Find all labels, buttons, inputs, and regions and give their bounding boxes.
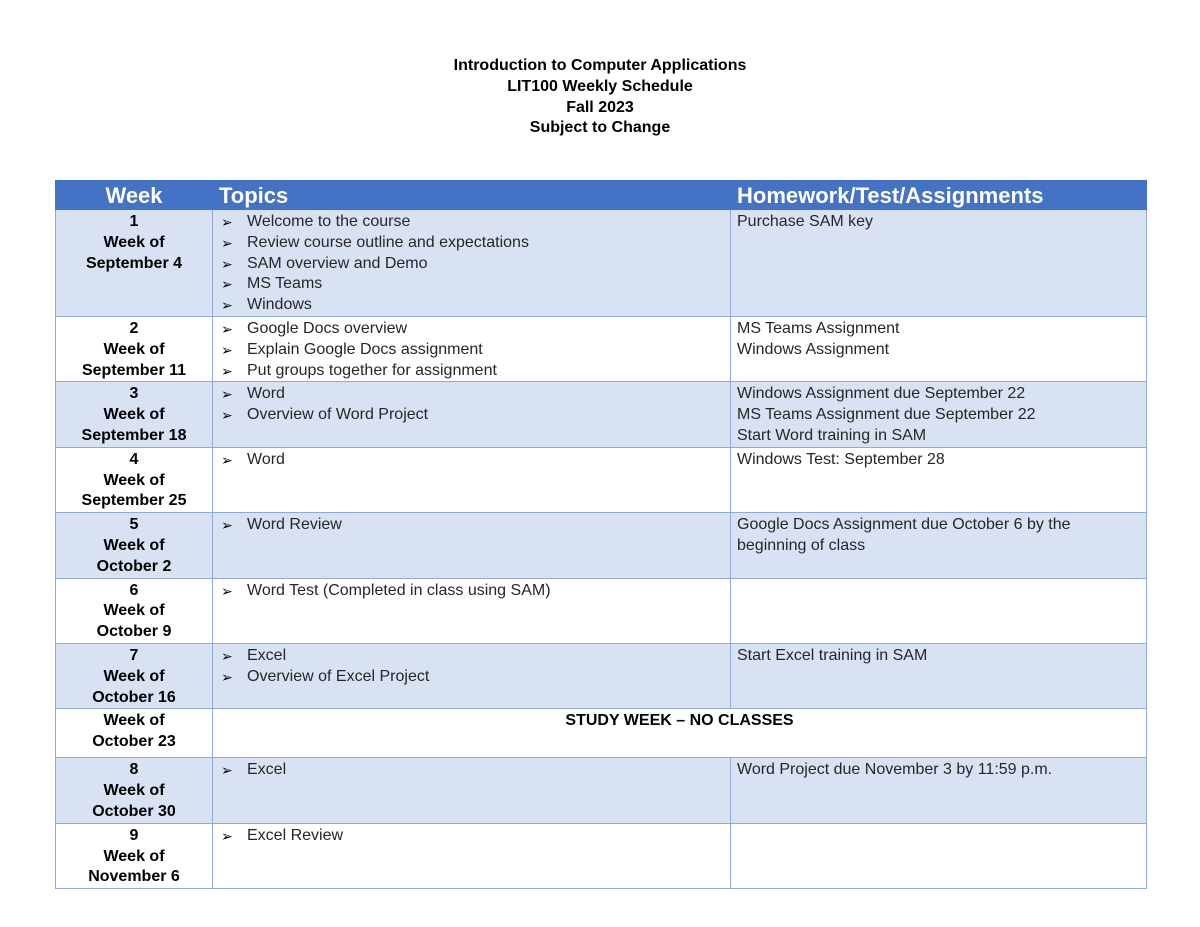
- header-homework: Homework/Test/Assignments: [731, 181, 1147, 210]
- topics-cell: [213, 513, 731, 578]
- table-row: [56, 709, 1147, 758]
- week-number: 3: [129, 385, 139, 403]
- week-number: 1: [129, 213, 139, 230]
- week-date: October 9: [96, 623, 172, 641]
- table-row: [56, 823, 1147, 888]
- header-topics: Topics: [213, 181, 731, 210]
- week-label: Week of: [103, 406, 165, 424]
- table-row: [56, 578, 1147, 643]
- topic-item: ➢ Excel Review: [247, 826, 724, 847]
- topic-item: ➢ Windows: [247, 295, 724, 316]
- week-number: 7: [129, 646, 139, 664]
- week-cell: [56, 316, 213, 381]
- week-cell: [56, 513, 213, 578]
- week-date: October 30: [92, 802, 176, 820]
- topic-item: ➢ Put groups together for assignment: [247, 361, 724, 382]
- table-row: [56, 758, 1147, 823]
- study-week-notice: STUDY WEEK – NO CLASSES: [213, 709, 1147, 758]
- schedule-title: LIT100 Weekly Schedule: [507, 77, 693, 95]
- topic-item: ➢ MS Teams: [247, 274, 724, 295]
- week-number: 2: [129, 319, 139, 337]
- week-number: 5: [129, 516, 139, 534]
- topic-item: ➢ Word: [247, 450, 724, 471]
- week-cell: [56, 758, 213, 823]
- topic-item: ➢ Excel: [247, 646, 724, 667]
- week-date: September 25: [81, 492, 187, 510]
- topic-item: ➢ Excel: [247, 760, 724, 781]
- week-cell: [56, 382, 213, 447]
- week-label: Week of: [103, 233, 165, 251]
- term: Fall 2023: [566, 98, 634, 116]
- change-notice: Subject to Change: [529, 119, 671, 137]
- homework-item: Windows Test: September 28: [737, 450, 945, 468]
- week-number: 4: [129, 450, 139, 468]
- topic-item: ➢ Overview of Excel Project: [247, 667, 724, 688]
- homework-item: MS Teams Assignment: [737, 319, 900, 337]
- week-label: Week of: [103, 602, 165, 620]
- homework-item: Windows Assignment due September 22: [737, 385, 1026, 403]
- week-date: October 2: [96, 557, 172, 575]
- homework-item: Word Project due November 3 by 11:59 p.m.: [737, 761, 1053, 779]
- topics-cell: [213, 210, 731, 317]
- homework-cell: [731, 447, 1147, 512]
- week-cell: [56, 643, 213, 708]
- week-date: November 6: [88, 868, 180, 886]
- week-label: Week of: [103, 667, 165, 685]
- week-label: Week of: [103, 782, 165, 800]
- week-date: September 18: [81, 426, 187, 444]
- week-cell: [56, 210, 213, 317]
- table-row: [56, 643, 1147, 708]
- homework-cell: [731, 758, 1147, 823]
- document-title-block: [0, 56, 1200, 139]
- topic-item: ➢ Welcome to the course: [247, 212, 724, 233]
- week-date: October 16: [92, 688, 176, 706]
- weekly-schedule-table: [55, 180, 1147, 889]
- table-row: [56, 316, 1147, 381]
- homework-cell: [731, 643, 1147, 708]
- week-label: Week of: [103, 536, 165, 554]
- topics-cell: [213, 578, 731, 643]
- header-week: Week: [56, 181, 213, 210]
- week-label: Week of: [103, 471, 165, 489]
- homework-cell: [731, 513, 1147, 578]
- topics-cell: [213, 643, 731, 708]
- topics-cell: [213, 447, 731, 512]
- homework-item: Start Word training in SAM: [737, 426, 927, 444]
- topics-cell: [213, 382, 731, 447]
- week-date: October 23: [92, 733, 176, 751]
- week-cell: [56, 709, 213, 758]
- topics-cell: [213, 316, 731, 381]
- week-cell: [56, 578, 213, 643]
- week-label: Week of: [103, 847, 165, 865]
- homework-cell: [731, 382, 1147, 447]
- topic-item: ➢ Word Test (Completed in class using SAM): [247, 581, 724, 602]
- homework-item: Purchase SAM key: [737, 213, 874, 230]
- topic-item: ➢ Google Docs overview: [247, 319, 724, 340]
- homework-cell: [731, 210, 1147, 317]
- week-label: Week of: [103, 712, 165, 730]
- week-number: 6: [129, 581, 139, 599]
- table-header-row: [56, 181, 1147, 210]
- homework-cell: [731, 578, 1147, 643]
- table-row: [56, 447, 1147, 512]
- topic-item: ➢ Explain Google Docs assignment: [247, 340, 724, 361]
- table-row: [56, 382, 1147, 447]
- course-title: Introduction to Computer Applications: [453, 57, 747, 74]
- topics-cell: [213, 758, 731, 823]
- week-date: September 11: [81, 361, 187, 379]
- homework-cell: [731, 823, 1147, 888]
- topic-item: ➢ Review course outline and expectations: [247, 233, 724, 254]
- week-number: 9: [129, 826, 139, 844]
- homework-item: Google Docs Assignment due October 6 by the beginning of class: [737, 516, 1071, 554]
- week-date: September 4: [85, 254, 183, 272]
- table-row: [56, 513, 1147, 578]
- topic-item: ➢ Overview of Word Project: [247, 405, 724, 426]
- week-number: 8: [129, 761, 139, 779]
- topics-cell: [213, 823, 731, 888]
- topic-item: ➢ SAM overview and Demo: [247, 254, 724, 275]
- week-cell: [56, 823, 213, 888]
- table-row: [56, 210, 1147, 317]
- homework-item: MS Teams Assignment due September 22: [737, 406, 1036, 424]
- week-cell: [56, 447, 213, 512]
- week-label: Week of: [103, 340, 165, 358]
- topic-item: ➢ Word: [247, 384, 724, 405]
- homework-item: Start Excel training in SAM: [737, 646, 928, 664]
- homework-item: Windows Assignment: [737, 340, 890, 358]
- topic-item: ➢ Word Review: [247, 515, 724, 536]
- homework-cell: [731, 316, 1147, 381]
